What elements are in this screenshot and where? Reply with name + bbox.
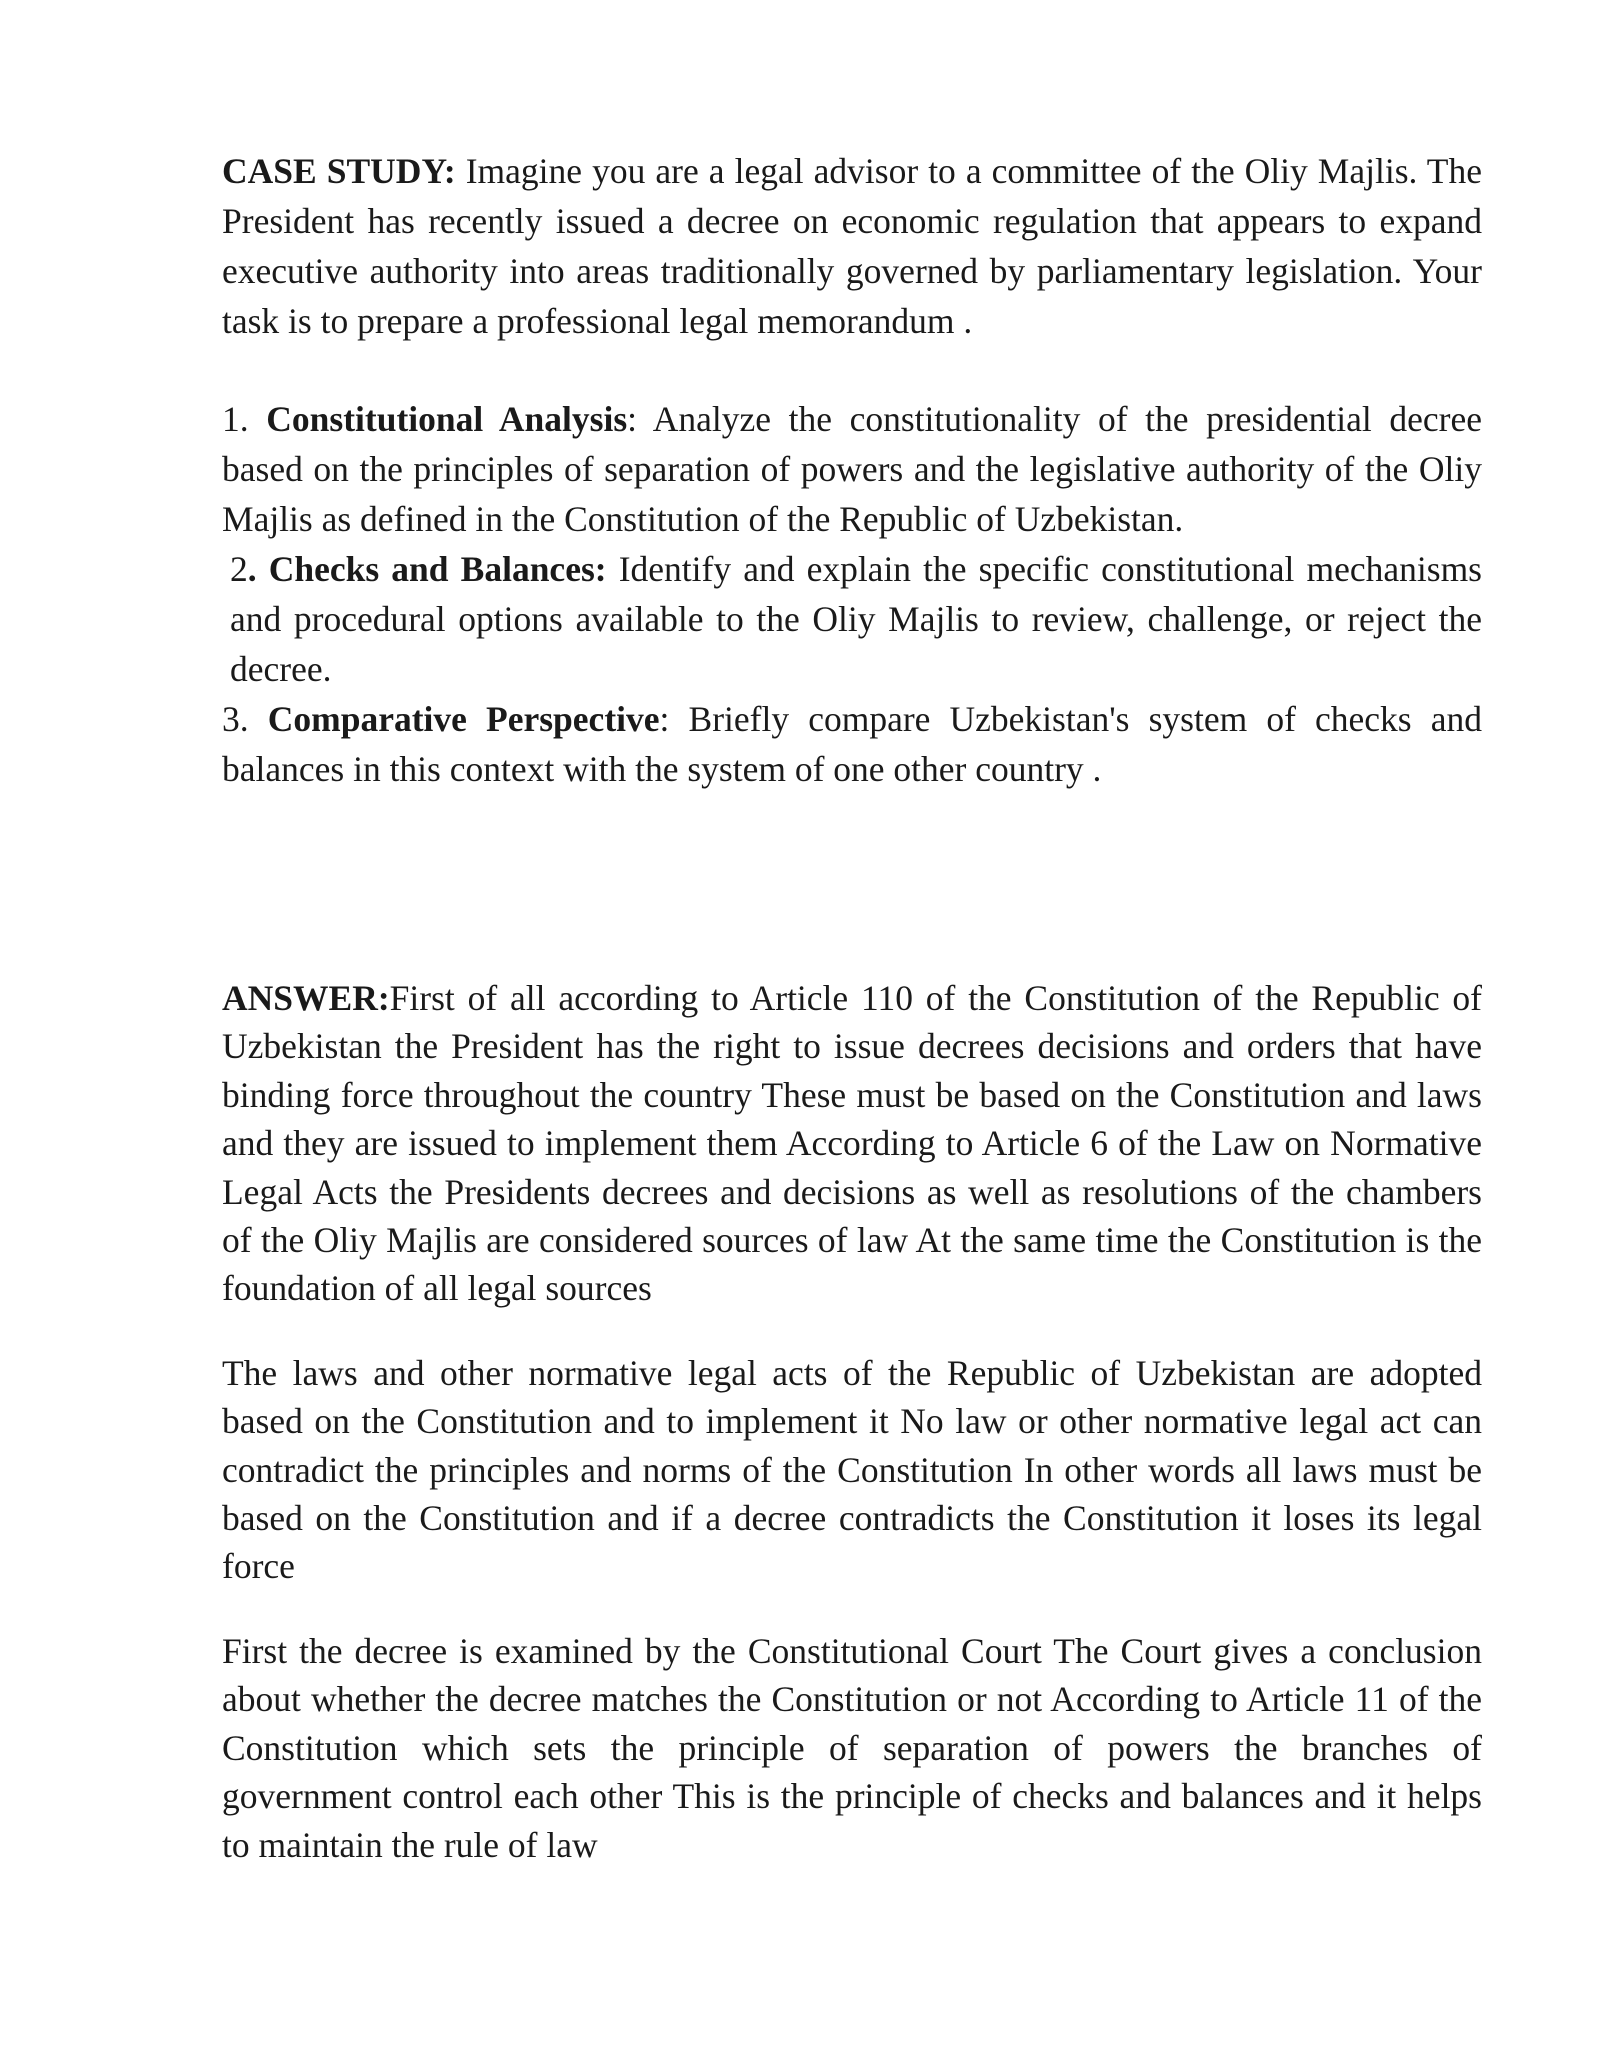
task-number: 2 xyxy=(230,549,248,589)
task-title: Constitutional Analysis xyxy=(266,399,628,439)
answer-text: First of all according to Article 110 of the Constitution of the Republic of Uzbekistan the President has the right to issue decrees decisions and orders that have binding force throughout the country These must be based on the Constitution and laws and they are issued to implement them According to Article 6 of the Law on Normative Legal Acts the Presidents decrees and decisions as well as resolutions of the chambers of the Oliy Majlis are considered sources of law At the same time the Constitution is the foundation of all legal sources xyxy=(222,978,1482,1309)
task-item-2 xyxy=(222,544,1482,694)
task-title: Comparative Perspective xyxy=(267,699,660,739)
case-study-text: Imagine you are a legal advisor to a committee of the Oliy Majlis. The President has recently issued a decree on economic regulation that appears to expand executive authority into areas traditionally governed by parliamentary legislation. Your task is to prepare a professional legal memorandum . xyxy=(222,151,1483,341)
task-text: : Briefly compare Uzbekistan's system of checks and balances in this context with the system of one other country . xyxy=(222,699,1482,789)
answer-section xyxy=(222,974,1482,1905)
answer-paragraph-2: The laws and other normative legal acts of the Republic of Uzbekistan are adopted based on the Constitution and to implement it No law or other normative legal act can contradict the principles and norms of the Constitution In other words all laws must be based on the Constitution and if a decree contradicts the Constitution it loses its legal force xyxy=(222,1352,1482,1587)
task-number: 1. xyxy=(222,399,267,439)
task-title: . Checks and Balances: xyxy=(247,549,607,589)
task-text: Identify and explain the specific constitutional mechanisms and procedural options available to the Oliy Majlis to review, challenge, or reject the decree. xyxy=(230,549,1483,689)
case-study-paragraph xyxy=(222,146,1482,346)
task-item-3 xyxy=(222,694,1482,794)
answer-paragraph-1 xyxy=(222,974,1482,1313)
case-study-label: CASE STUDY: xyxy=(222,151,456,191)
task-number: 3. xyxy=(222,699,268,739)
task-list xyxy=(222,394,1482,794)
task-text: : Analyze the constitutionality of the presidential decree based on the principles of separation of powers and the legislative authority of the Oliy Majlis as defined in the Constitution of the Republic of Uzbekistan. xyxy=(222,399,1483,539)
task-item-1 xyxy=(222,394,1482,544)
answer-label: ANSWER: xyxy=(222,978,390,1018)
answer-paragraph-3: First the decree is examined by the Constitutional Court The Court gives a conclusion about whether the decree matches the Constitution or not According to Article 11 of the Constitution which sets the principle of separation of powers the branches of government control each other This is the principle of checks and balances and it helps to maintain the rule of law xyxy=(222,1630,1482,1865)
